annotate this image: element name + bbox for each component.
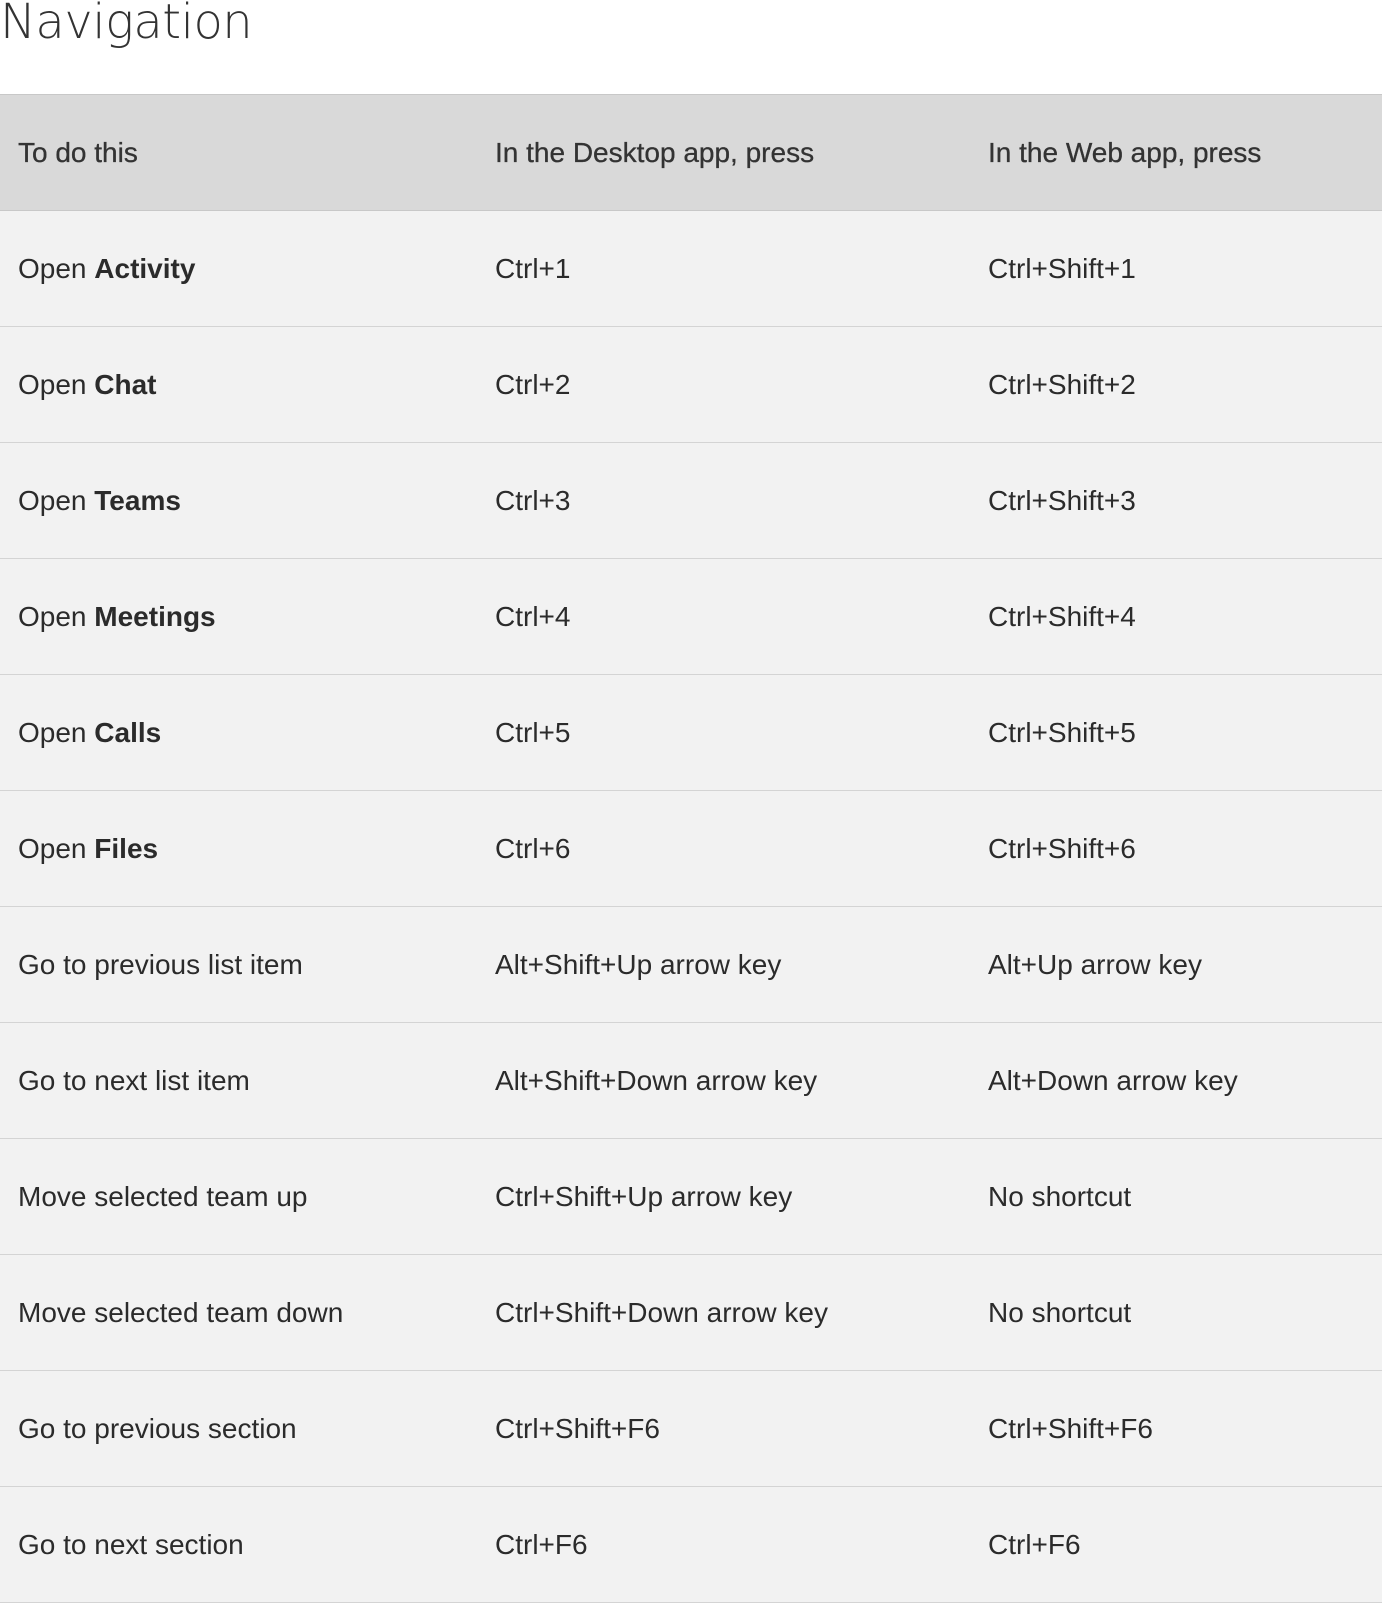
web-shortcut: Ctrl+F6 [988, 1528, 1081, 1560]
web-shortcut: Ctrl+Shift+5 [988, 716, 1136, 748]
web-shortcut: Ctrl+Shift+2 [988, 368, 1136, 400]
web-shortcut: Ctrl+Shift+1 [988, 252, 1136, 284]
header-desktop: In the Desktop app, press [495, 136, 815, 168]
table-row [0, 907, 1382, 1023]
header-row [0, 95, 1382, 211]
action-text: Open [18, 252, 95, 284]
action-cell [0, 211, 477, 327]
table-row [0, 443, 1382, 559]
action-cell [0, 327, 477, 443]
page-title: Navigation [0, 0, 253, 50]
action-text: Open [18, 368, 95, 400]
web-shortcut: No shortcut [988, 1180, 1132, 1212]
table-body [0, 211, 1382, 1603]
table-row [0, 327, 1382, 443]
action-cell [0, 1139, 477, 1255]
desktop-shortcut: Ctrl+4 [495, 600, 571, 632]
action-text: Open [18, 716, 95, 748]
desktop-shortcut: Ctrl+1 [495, 252, 571, 284]
action-target: Files [94, 832, 159, 864]
action-target: Chat [94, 368, 157, 400]
action-text: Move selected team down [18, 1296, 344, 1328]
web-shortcut: Alt+Up arrow key [988, 948, 1202, 980]
table-row [0, 1487, 1382, 1603]
web-shortcut: No shortcut [988, 1296, 1132, 1328]
table-header [0, 95, 1382, 211]
action-cell [0, 1023, 477, 1139]
shortcuts-table [0, 94, 1382, 1603]
desktop-shortcut: Alt+Shift+Down arrow key [495, 1064, 818, 1096]
action-cell [0, 443, 477, 559]
desktop-shortcut: Ctrl+3 [495, 484, 571, 516]
action-target: Meetings [94, 600, 216, 632]
table-row [0, 1023, 1382, 1139]
web-shortcut: Ctrl+Shift+3 [988, 484, 1136, 516]
action-target: Calls [94, 716, 162, 748]
desktop-shortcut: Ctrl+2 [495, 368, 571, 400]
web-shortcut: Ctrl+Shift+6 [988, 832, 1136, 864]
table-row [0, 675, 1382, 791]
action-text: Go to next section [18, 1528, 244, 1560]
action-text: Open [18, 484, 95, 516]
action-cell [0, 1371, 477, 1487]
desktop-shortcut: Ctrl+Shift+F6 [495, 1412, 660, 1444]
action-cell [0, 1487, 477, 1603]
table-row [0, 1371, 1382, 1487]
table-row [0, 559, 1382, 675]
action-cell [0, 791, 477, 907]
action-text: Go to next list item [18, 1064, 250, 1096]
action-text: Move selected team up [18, 1180, 308, 1212]
table-row [0, 1139, 1382, 1255]
action-cell [0, 675, 477, 791]
action-cell [0, 907, 477, 1023]
desktop-shortcut: Ctrl+5 [495, 716, 571, 748]
desktop-shortcut: Ctrl+Shift+Down arrow key [495, 1296, 829, 1328]
web-shortcut: Alt+Down arrow key [988, 1064, 1238, 1096]
action-text: Open [18, 832, 95, 864]
desktop-shortcut: Ctrl+Shift+Up arrow key [495, 1180, 793, 1212]
header-action: To do this [18, 136, 138, 168]
action-target: Activity [94, 252, 196, 284]
action-cell [0, 1255, 477, 1371]
desktop-shortcut: Ctrl+6 [495, 832, 571, 864]
header-web: In the Web app, press [988, 136, 1262, 168]
web-shortcut: Ctrl+Shift+F6 [988, 1412, 1153, 1444]
table-row [0, 1255, 1382, 1371]
action-text: Go to previous section [18, 1412, 297, 1444]
action-target: Teams [94, 484, 181, 516]
action-text: Go to previous list item [18, 948, 303, 980]
desktop-shortcut: Alt+Shift+Up arrow key [495, 948, 782, 980]
web-shortcut: Ctrl+Shift+4 [988, 600, 1136, 632]
desktop-shortcut: Ctrl+F6 [495, 1528, 588, 1560]
table-row [0, 791, 1382, 907]
action-text: Open [18, 600, 95, 632]
table-row [0, 211, 1382, 327]
action-cell [0, 559, 477, 675]
